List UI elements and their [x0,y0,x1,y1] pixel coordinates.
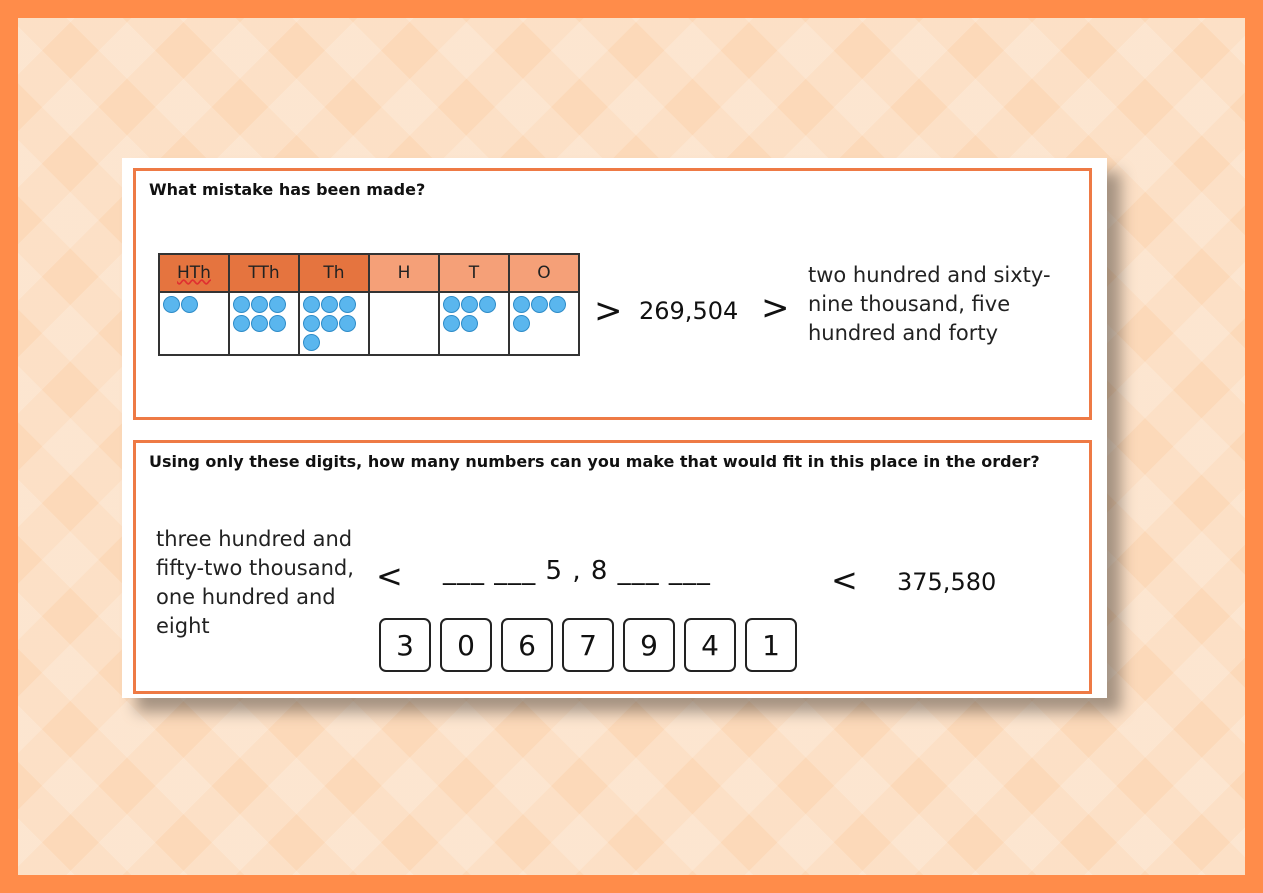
greater-than-symbol-2: > [761,288,790,328]
place-value-counter [549,296,566,313]
place-value-counter [303,315,320,332]
place-value-counter [461,315,478,332]
place-value-counter [269,315,286,332]
question-1-title: What mistake has been made? [149,180,426,199]
header-o: O [509,254,579,292]
cell-th [299,292,369,355]
header-th: Th [299,254,369,292]
header-t: T [439,254,509,292]
place-value-counter [251,296,268,313]
place-value-counter [321,315,338,332]
place-value-counter [461,296,478,313]
header-tth: TTh [229,254,299,292]
digit-cards [379,618,806,672]
place-value-counter [339,315,356,332]
place-value-counter [163,296,180,313]
digit-card[interactable]: 6 [501,618,553,672]
greater-than-symbol-1: > [594,291,623,331]
place-value-counter [321,296,338,313]
question-2-panel [133,440,1092,694]
digit-card[interactable]: 9 [623,618,675,672]
place-value-chart [158,253,580,356]
header-hth: HTh [159,254,229,292]
digit-card[interactable]: 1 [745,618,797,672]
cell-hth [159,292,229,355]
comparison-number: 269,504 [639,297,739,325]
number-in-words: two hundred and sixty- nine thousand, five hundred and forty [808,263,1051,345]
upper-bound-number: 375,580 [897,568,997,596]
missing-digits-number: ___ ___ 5 , 8 ___ ___ [443,556,711,586]
place-value-counter [513,315,530,332]
cell-t [439,292,509,355]
cell-o [509,292,579,355]
place-value-counter [513,296,530,313]
less-than-symbol-2: < [831,561,858,599]
place-value-counter [443,315,460,332]
cell-tth [229,292,299,355]
lower-bound-words: three hundred and fifty-two thousand, one hundred and eight [156,527,354,638]
place-value-counter [269,296,286,313]
digit-card[interactable]: 3 [379,618,431,672]
digit-card[interactable]: 0 [440,618,492,672]
place-value-counter [479,296,496,313]
digit-card[interactable]: 4 [684,618,736,672]
question-1-panel [133,168,1092,420]
worksheet [122,158,1107,698]
place-value-counter [531,296,548,313]
place-value-counter [303,296,320,313]
place-value-counter [233,296,250,313]
digit-card[interactable]: 7 [562,618,614,672]
place-value-counter [233,315,250,332]
question-2-title: Using only these digits, how many numbers can you make that would fit in this place in the order? [149,452,1040,471]
header-h: H [369,254,439,292]
cell-h [369,292,439,355]
less-than-symbol-1: < [376,557,403,595]
place-value-counter [251,315,268,332]
place-value-counter [303,334,320,351]
place-value-counter [339,296,356,313]
place-value-counter [443,296,460,313]
place-value-counter [181,296,198,313]
